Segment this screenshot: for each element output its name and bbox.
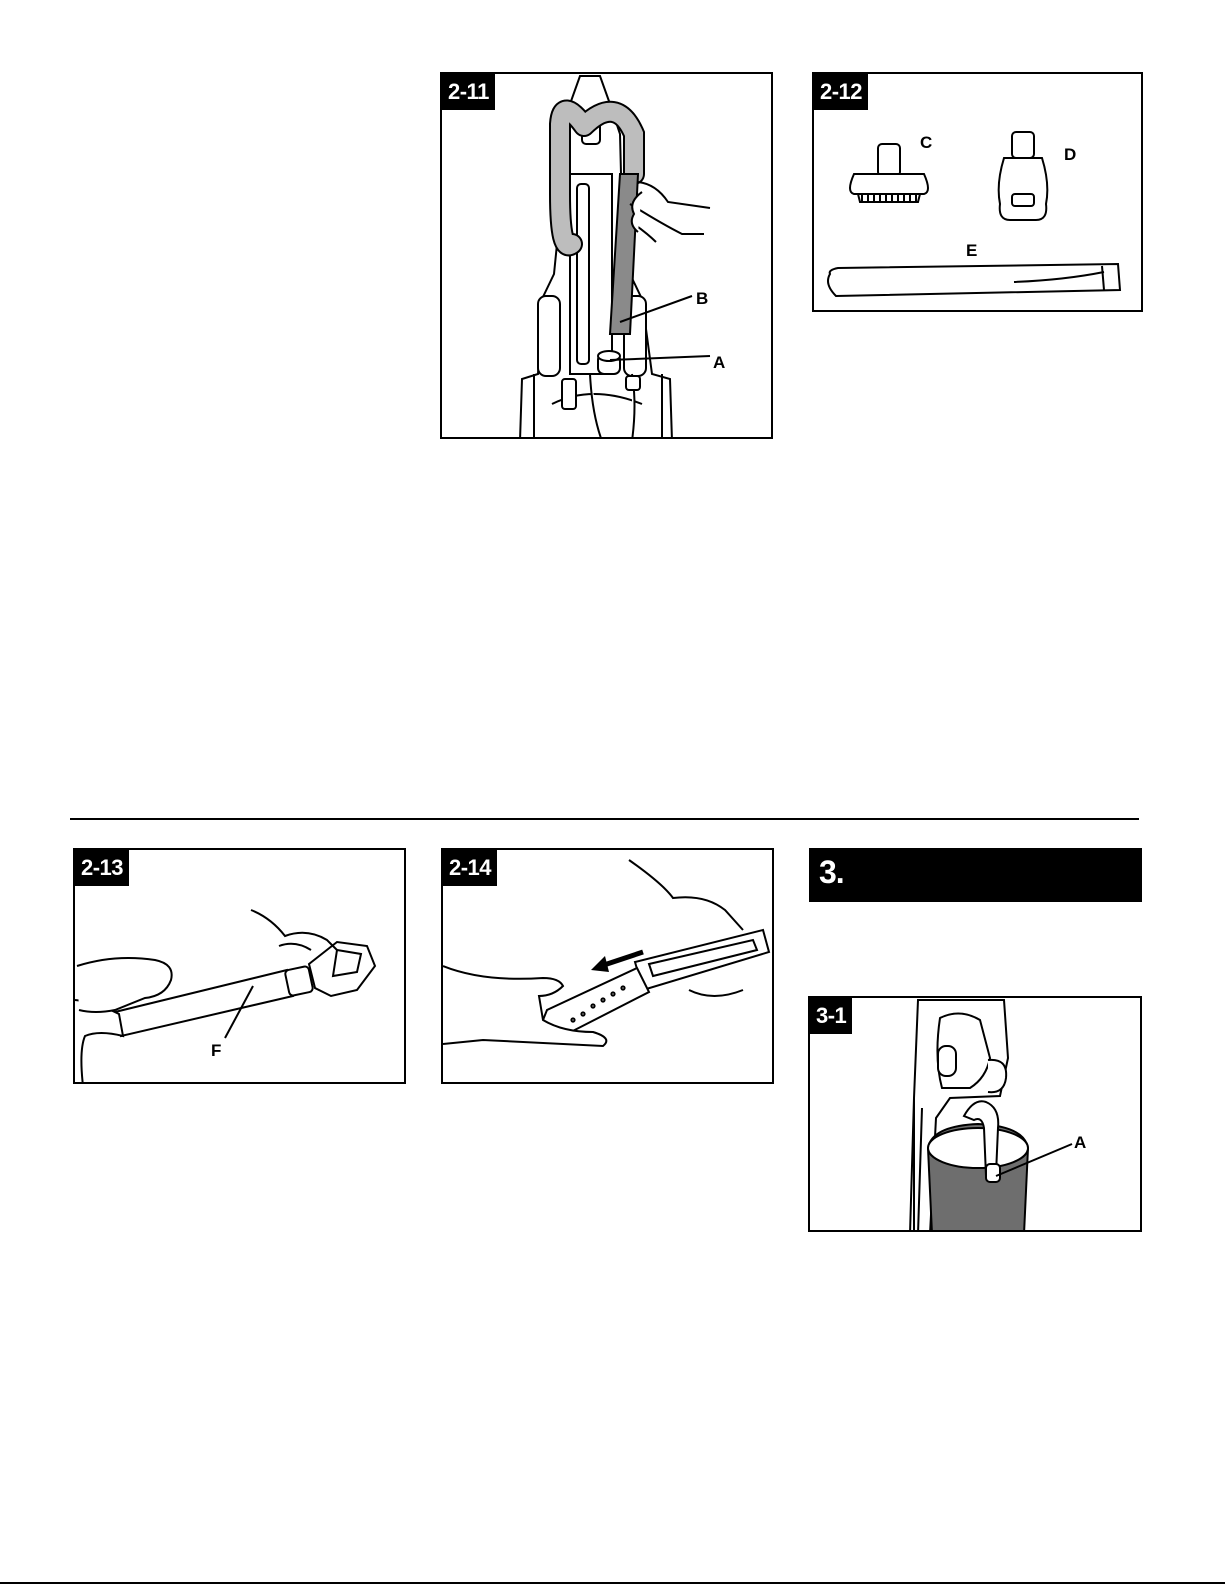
- page-bottom-rule: [0, 1582, 1225, 1584]
- figure-label: 2-11: [442, 74, 495, 110]
- callout-e: E: [966, 241, 978, 260]
- figure-2-13: [73, 848, 406, 1084]
- callout-c: C: [920, 133, 933, 152]
- section-number: 3.: [819, 854, 844, 890]
- figure-label: 3-1: [810, 998, 852, 1034]
- figure-2-14: [441, 848, 774, 1084]
- callout-d: D: [1064, 145, 1077, 164]
- figure-label: 2-13: [75, 850, 129, 886]
- figure-3-1: [808, 996, 1142, 1232]
- dirt-cup-release-illustration: [810, 998, 1142, 1232]
- section-divider: [70, 818, 1139, 820]
- figure-2-11: [440, 72, 773, 439]
- figure-label: 2-12: [814, 74, 868, 110]
- figure-2-12: [812, 72, 1143, 312]
- section-3-header: [809, 848, 1142, 902]
- callout-a: A: [1074, 1133, 1087, 1152]
- upright-vacuum-hose-illustration: [442, 74, 773, 439]
- callout-b: B: [696, 289, 709, 308]
- callout-f: F: [211, 1041, 222, 1060]
- callout-a: A: [713, 353, 726, 372]
- figure-label: 2-14: [443, 850, 497, 886]
